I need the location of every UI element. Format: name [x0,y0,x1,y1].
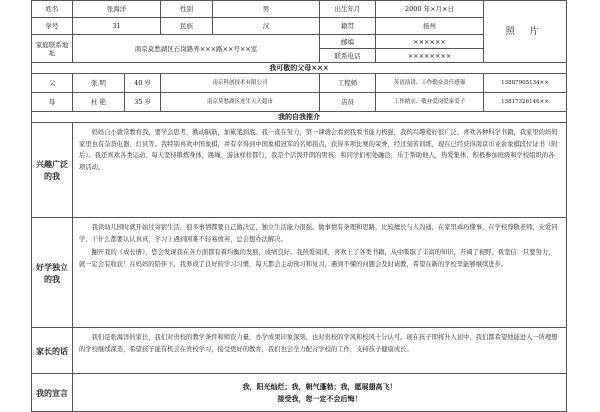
motto-text [73,374,567,412]
father-relation: 父 [32,74,73,93]
resume-table [31,0,567,412]
mother-phone: 13817326146×× [484,93,567,112]
ethnic-label: 民族 [161,18,213,35]
birth-label: 出生年月 [320,1,376,18]
mother-name: 杜 艳 [73,93,125,112]
birth-value: 2000 年×月×日 [376,1,484,18]
gender-value: 男 [213,1,320,18]
hobbies-text [73,123,567,218]
father-age: 40 岁 [125,74,161,93]
mother-row [32,93,567,112]
hobbies-label: 兴趣广泛的我 [32,123,73,218]
gender-label: 性别 [161,1,213,18]
father-job: 工程师 [320,74,376,93]
father-phone: 13887905134×× [484,74,567,93]
intro-title: 我的自我推介 [32,112,567,123]
parents-words-label: 家长的话 [32,328,73,374]
resume-sheet [31,0,566,403]
name-value: 张海洋 [73,1,161,18]
phone-label: 联系电话 [320,49,376,63]
phone-value: ×××××××× [376,49,484,63]
study-paragraph-2: 翻开我的《成长册》，您会发现我在各方面都有着均衡的发展，成绩良好。我热爱阅读，喜欢上了各类书籍，从中吸取了丰富的知识，开阔了视野。我坚信：只要努力，就一定会有收获！在妈妈的陪伴下，我养成了良好的学习习惯，每天都会主动预习和复习，遇到不懂的问题会及时请教，希望在新的学校里能够继续进步。 [79,249,555,268]
motto-line-2: 接受我，您一定不会后悔！ [277,393,362,403]
mother-job: 店员 [320,93,376,112]
ethnic-value: 汉 [213,18,320,35]
father-name: 张 明 [73,74,125,93]
address-value: 南京莫愁湖区石岗路弄×××路××号××室 [73,35,320,63]
origin-value: 扬州 [376,18,484,35]
motto-line-1: 我，阳光灿烂；我，朝气蓬勃；我，愿展翅高飞！ [242,381,397,391]
study-text [73,218,567,328]
hobbies-row [32,123,567,218]
photo-box: 照 片 [484,1,567,63]
motto-label: 我的宣言 [32,374,73,412]
origin-label: 籍贯 [320,18,376,35]
study-row [32,218,567,328]
parents-words-paragraph: 我们是张海洋的家长，我们对贵校的教学条件和师资力量，办学成果印象深刻，也对贵校的学风和校风十分认可。现在孩子即将升入初中，我们都希望他能进入一所理想的学校继续深造，希望孩子能有机会在贵校学习，接受更好的教育，我们也会全力配合学校的工作，支持孩子健康成长。 [79,334,558,353]
father-row [32,74,567,93]
id-value: 31 [73,18,161,35]
basic-row-1 [32,1,567,18]
mother-age: 35 岁 [125,93,161,112]
postcode-label: 邮编 [320,35,376,49]
parents-header-row [32,63,567,74]
parents-words-row [32,328,567,374]
study-paragraph-1: 我读幼儿园时就开始过寄宿生活，很多事情都要自己做决定，独立生活能力很强。做事情有条理和思路，比较擅长与人沟通，在家里乖巧懂事，在学校尊敬老师，友爱同学，干什么都要认认真真，学习上遇到困难不轻易放弃，总会想办法解决。 [79,224,558,243]
motto-row [32,374,567,412]
father-workplace: 南京科创技术有限公司 [161,74,320,93]
mother-hobby: 工作踏实、敬业爱岗爱家爱子 [376,93,484,112]
mother-relation: 母 [32,93,73,112]
hobbies-paragraph: 妈妈自小就常教育我，要学会思考，勤动脑筋，加累笔到底。我一直在努力，第一课就会看到我看书能力极强，我的兴趣爱好很广泛，喜欢各种科学书籍，我家里的妈妈家里也有杂货电器、灯具等。我特别喜欢中国象棋，并有幸得到中国象棋冠军的名师指点，获得多项比赛的荣誉，经过刻苦训练，现在已经获得南京市业余象棋段位证书（附后）。我还喜欢各类运动，每天坚持锻炼身体，跳绳、游泳样样都行，我是个活泼开朗的男孩，和同学们相处融洽，乐于帮助他人，热爱集体，积极参加班级和学校组织的各项活动。 [79,129,558,171]
id-label: 学号 [32,18,73,35]
address-label: 家庭联系地址 [32,35,73,63]
name-label: 姓名 [32,1,73,18]
father-hobby: 英语演讲、工作勤奋责任感强 [376,74,484,93]
study-label: 好学独立的我 [32,218,73,328]
postcode-value: ×××××× [376,35,484,49]
intro-header-row [32,112,567,123]
mother-workplace: 南京莫愁湖区连生天天超市 [161,93,320,112]
parents-title: 我可敬的父母××× [32,63,567,74]
parents-words-text [73,328,567,374]
